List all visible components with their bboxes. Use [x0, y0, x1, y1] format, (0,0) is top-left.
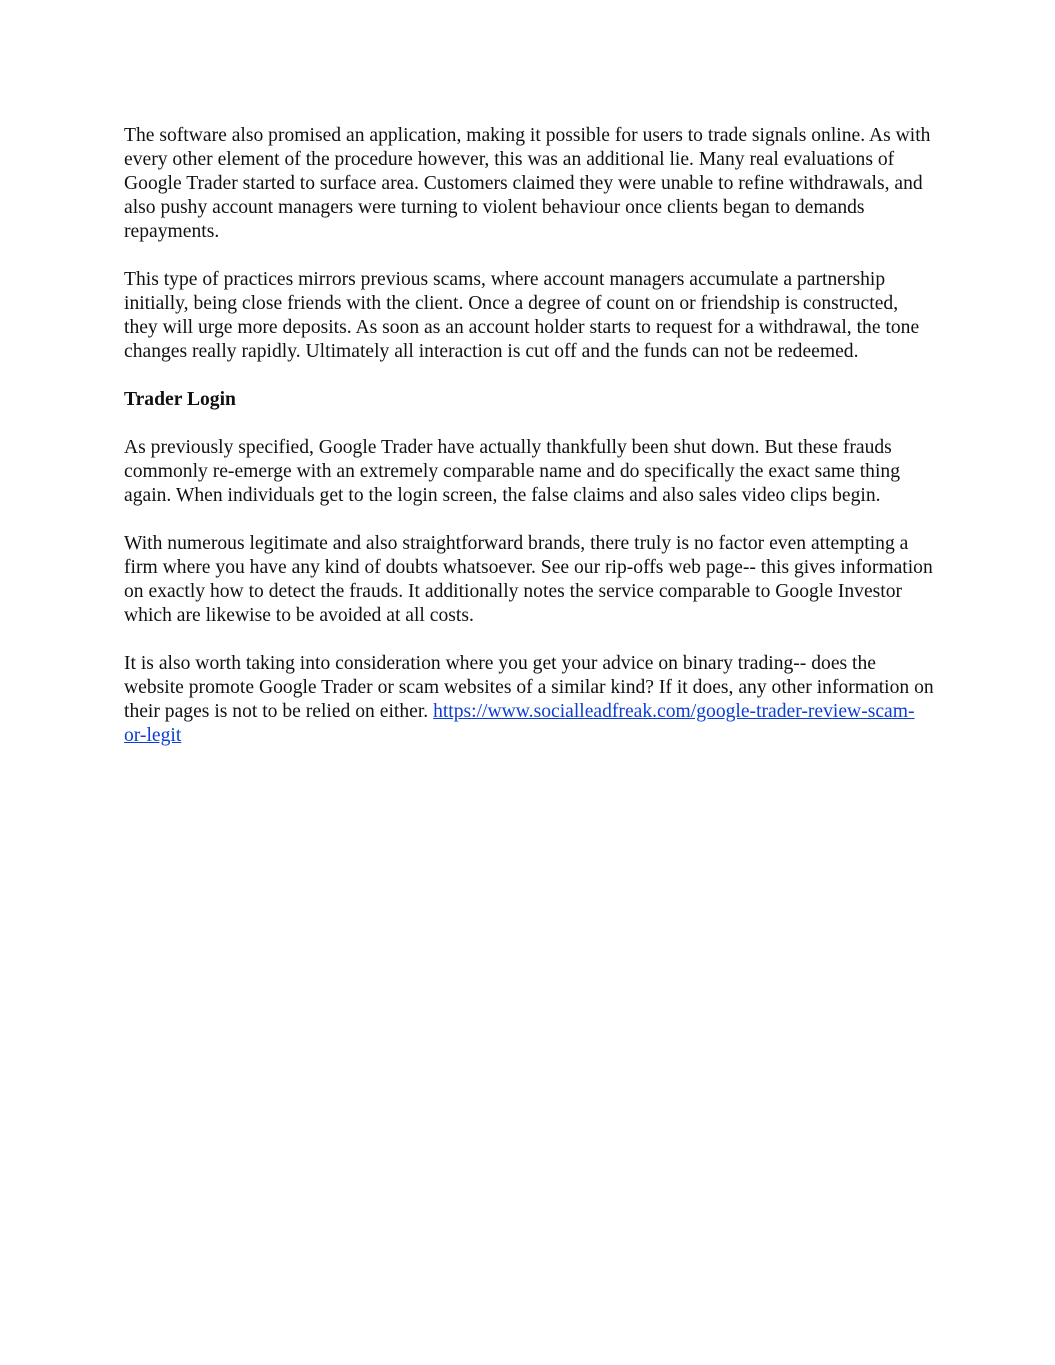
paragraph-software-lie: The software also promised an application, making it possible for users to trade signals online. As with every other element of the procedure however, this was an additional lie. Many real evaluations of Google Trader started to surface area. Customers claimed they were unable to refine withdrawals, and also pushy account managers were turning to violent behaviour once clients began to demands repayments.: [124, 125, 931, 242]
paragraph-scam-practices: This type of practices mirrors previous scams, where account managers accumulate a partnership initially, being close friends with the client. Once a degree of count on or friendship is constructed, they will urge more deposits. As soon as an account holder starts to request for a withdrawal, the tone changes really rapidly. Ultimately all interaction is cut off and the funds can not be redeemed.: [124, 269, 920, 362]
document-page: [124, 124, 936, 772]
source-link[interactable]: https://www.socialleadfreak.com/google-trader-review-scam-or-legit: [124, 701, 915, 746]
paragraph-shut-down: As previously specified, Google Trader have actually thankfully been shut down. But these frauds commonly re-emerge with an extremely comparable name and do specifically the exact same thing again. When individuals get to the login screen, the false claims and also sales video clips begin.: [124, 437, 901, 506]
paragraph-advice-source: [124, 652, 936, 748]
paragraph-advice-text: It is also worth taking into consideration where you get your advice on binary trading-- does the website promote Google Trader or scam websites of a similar kind? If it does, any other information on their pages is not to be relied on either.: [124, 653, 934, 722]
section-heading-trader-login: Trader Login: [124, 389, 236, 410]
paragraph-legit-brands: With numerous legitimate and also straightforward brands, there truly is no factor even attempting a firm where you have any kind of doubts whatsoever. See our rip-offs web page-- this gives information on exactly how to detect the frauds. It additionally notes the service comparable to Google Investor which are likewise to be avoided at all costs.: [124, 533, 933, 626]
